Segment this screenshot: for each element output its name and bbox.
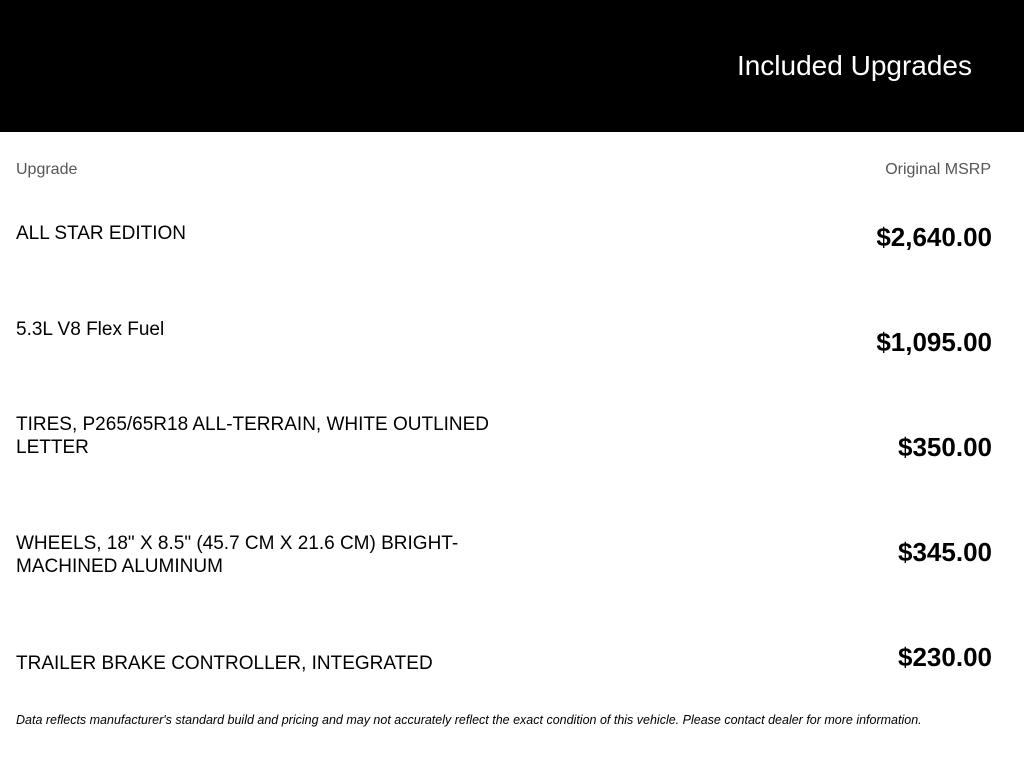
upgrade-name: TIRES, P265/65R18 ALL-TERRAIN, WHITE OUTLINED LETTER: [16, 414, 490, 458]
column-header-msrp: Original MSRP: [885, 161, 991, 178]
upgrade-name: 5.3L V8 Flex Fuel: [16, 319, 165, 340]
column-header-upgrade: Upgrade: [16, 161, 78, 178]
upgrade-name: WHEELS, 18" X 8.5" (45.7 CM X 21.6 CM) BRIGHT-MACHINED ALUMINUM: [16, 533, 459, 577]
disclaimer-note: Data reflects manufacturer's standard build and pricing and may not accurately reflect the exact condition of this vehicle. Please contact dealer for more information.: [16, 713, 922, 727]
upgrade-price: $230.00: [898, 642, 992, 672]
upgrade-name: TRAILER BRAKE CONTROLLER, INTEGRATED: [16, 653, 433, 674]
upgrade-price: $1,095.00: [876, 327, 992, 357]
upgrade-price: $345.00: [898, 537, 992, 567]
header-banner: [0, 0, 1024, 132]
upgrade-price: $2,640.00: [876, 222, 992, 252]
upgrade-name: ALL STAR EDITION: [16, 223, 186, 244]
page-title: Included Upgrades: [736, 50, 972, 81]
upgrade-price: $350.00: [898, 432, 992, 462]
